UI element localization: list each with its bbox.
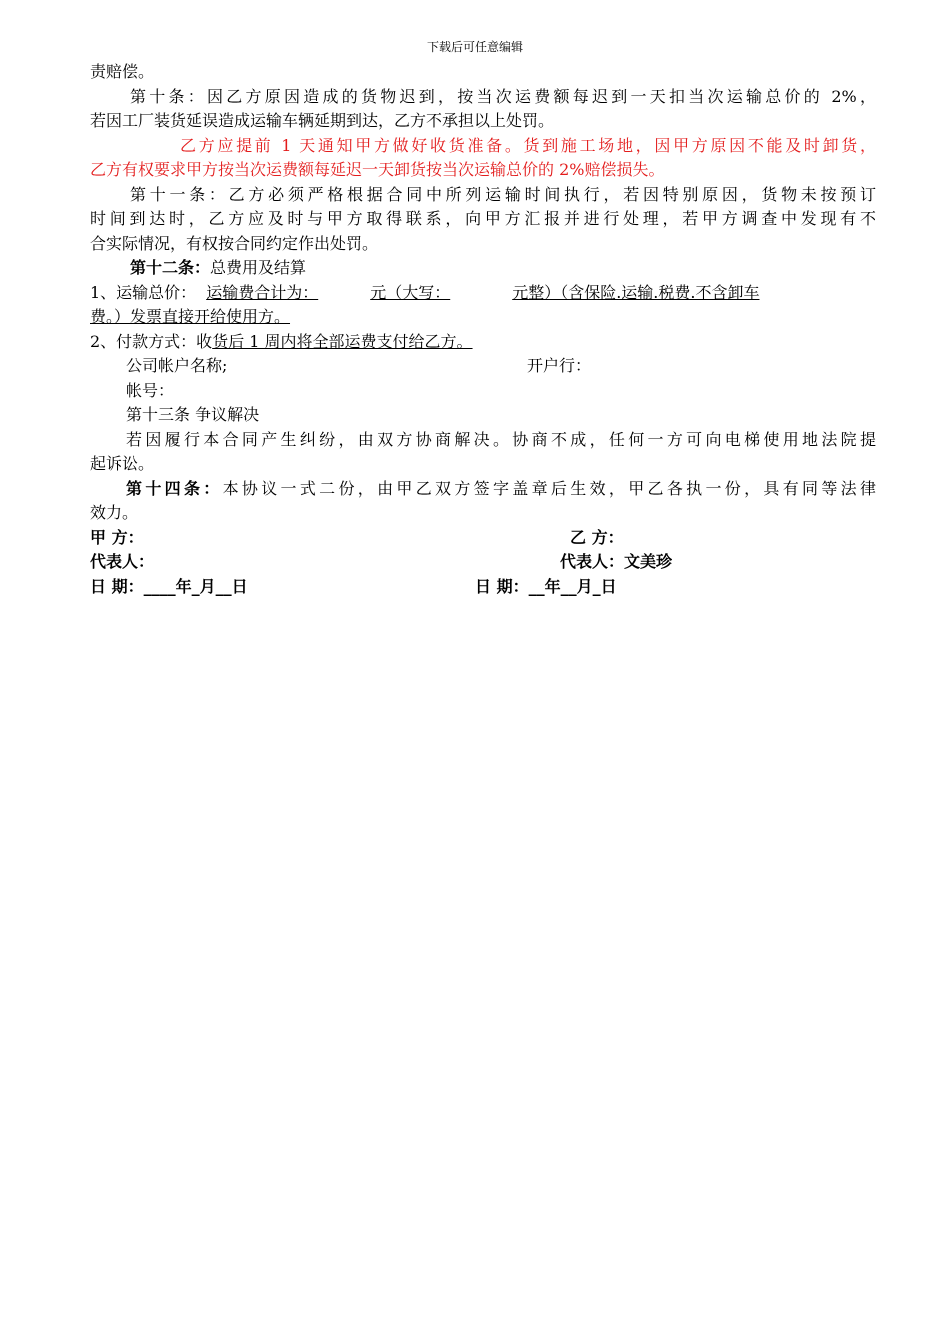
article-12-title	[90, 256, 876, 281]
article-12-heading: 总费用及结算	[210, 258, 307, 277]
item-2-terms: 货后 1 周内将全部运费支付给乙方。	[212, 331, 473, 351]
date-b-label: 日 期：__年__月_日	[475, 576, 617, 596]
item-1-prefix: 1、运输总价：	[90, 282, 197, 302]
bank-label: 开户行：	[527, 356, 592, 375]
rep-a-label: 代表人：	[90, 552, 155, 571]
rep-b-label: 代表人：文美珍	[560, 552, 673, 571]
item-1-underlined	[196, 283, 759, 302]
item-1-freight-total: 运输费合计为：	[206, 282, 319, 302]
article-14-label: 第十四条：	[126, 478, 223, 498]
article-10-line-2: 若因工厂装货延误造成运输车辆延期到达，乙方不承担以上处罚。	[90, 111, 555, 130]
article-11-line-1: 第十一条：乙方必须严格根据合同中所列运输时间执行，若因特别原因，货物未按预订	[130, 184, 876, 204]
article-12-item-2	[90, 330, 876, 355]
signature-block	[90, 526, 876, 600]
page-header: 下载后可任意编辑	[426, 40, 523, 54]
item-2-prefix: 2、付款方式：收	[90, 331, 213, 351]
item-1-includes: 元整）（含保险.运输.税费.不含卸车	[512, 282, 760, 302]
article-13-title: 第十三条 争议解决	[126, 405, 260, 424]
party-b-label: 乙 方：	[570, 527, 624, 547]
red-clause-line-1: 乙方应提前 1 天通知甲方做好收货准备。货到施工场地，因甲方原因不能及时卸货，	[180, 135, 876, 155]
account-name-label: 公司帐户名称;	[126, 356, 228, 375]
article-14-line-1	[90, 477, 876, 502]
article-13-line-1: 若因履行本合同产生纠纷，由双方协商解决。协商不成，任何一方可向电梯使用地法院提	[126, 429, 876, 449]
article-12-item-1	[90, 281, 876, 306]
article-12-label: 第十二条：	[130, 258, 211, 277]
article-12-item-1-line-2	[90, 305, 876, 330]
document-body	[90, 60, 876, 599]
party-a-label: 甲 方：	[90, 527, 144, 547]
article-13-line-2: 起诉讼。	[90, 454, 155, 473]
red-clause-line-2: 乙方有权要求甲方按当次运费额每延迟一天卸货按当次运输总价的 2%赔偿损失。	[90, 160, 665, 179]
date-a-label: 日 期：____年_月__日	[90, 576, 248, 596]
article-14-line-2: 效力。	[90, 503, 139, 522]
account-row	[90, 354, 876, 379]
signature-party-row	[90, 526, 876, 551]
signature-rep-row	[90, 550, 876, 575]
article-14-text: 本协议一式二份，由甲乙双方签字盖章后生效，甲乙各执一份，具有同等法律	[222, 478, 876, 498]
item-1-capital: 元（大写：	[370, 282, 451, 302]
signature-date-row	[90, 575, 876, 600]
article-11-line-2: 时间到达时，乙方应及时与甲方取得联系，向甲方汇报并进行处理，若甲方调查中发现有不	[90, 209, 876, 228]
article-10-line-1: 第十条：因乙方原因造成的货物迟到，按当次运费额每迟到一天扣当次运输总价的 2%，	[130, 86, 876, 106]
paragraph-continuation: 责赔偿。	[90, 62, 155, 81]
account-number-row: 帐号：	[126, 380, 175, 400]
article-11-line-3: 合实际情况，有权按合同约定作出处罚。	[90, 233, 379, 253]
item-1-invoice: 费。）发票直接开给使用方。	[90, 307, 291, 326]
